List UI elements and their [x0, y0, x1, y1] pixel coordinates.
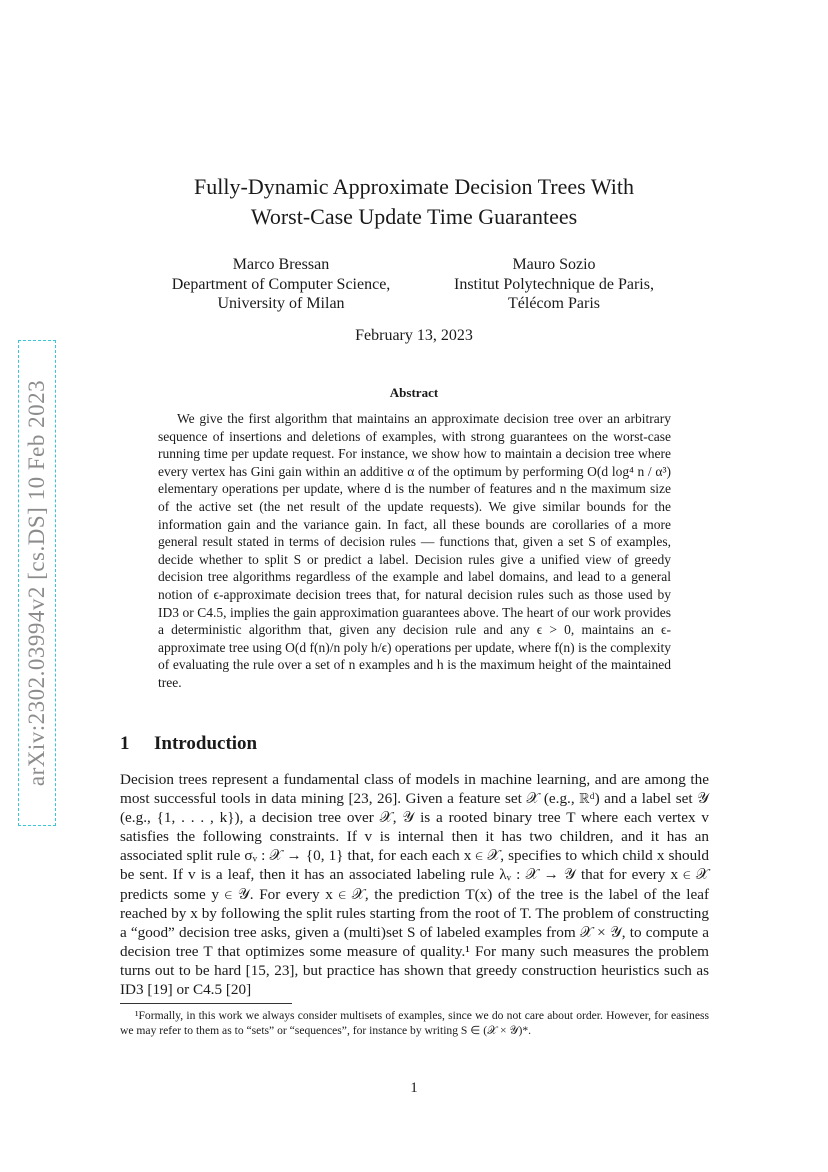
author-1	[150, 255, 412, 314]
author-name: Marco Bressan	[232, 256, 330, 273]
footnote-text: ¹Formally, in this work we always consider multisets of examples, since we do not care about order. However, for easiness we may refer to them as to “sets” or “sequences”, for instance by writing S ∈ (𝒳 × 𝒴)*.	[120, 1009, 709, 1037]
abstract-heading: Abstract	[389, 385, 439, 400]
page-number: 1	[410, 1080, 418, 1096]
section-number: 1	[120, 733, 130, 754]
author-2	[430, 255, 678, 314]
author-affiliation: University of Milan	[217, 295, 345, 312]
abstract-text: We give the first algorithm that maintains an approximate decision tree over an arbitrary sequence of insertions and deletions of examples, with strong guarantees on the worst-case running time per update request. For instance, we show how to maintain a decision tree where every vertex has Gini gain within an additive α of the optimum by performing O(d log⁴ n / α³) elementary operations per update, where d is the number of features and n the maximum size of the active set (the net result of the update requests). We give similar bounds for the information gain and the variance gain. In fact, all these bounds are corollaries of a more general result stated in terms of decision rules — functions that, given a set S of examples, decide whether to split S or predict a label. Decision rules give a unified view of greedy decision tree algorithms regardless of the example and label domains, and lead to a general notion of ϵ-approximate decision trees that, for natural decision rules such as those used by ID3 or C4.5, implies the gain approximation guarantees above. The heart of our work provides a deterministic algorithm that, given any decision rule and any ϵ > 0, maintains an ϵ-approximate tree using O(d f(n)/n poly h/ϵ) operations per update, where f(n) is the complexity of evaluating the rule over a set of n examples and h is the maximum height of the maintained tree.	[158, 411, 671, 690]
author-name: Mauro Sozio	[512, 256, 596, 273]
title-line-2: Worst-Case Update Time Guarantees	[250, 204, 578, 229]
author-affiliation: Télécom Paris	[508, 295, 600, 312]
abstract	[158, 410, 671, 692]
paper-title	[0, 172, 828, 232]
author-affiliation: Department of Computer Science,	[171, 275, 391, 293]
arxiv-stamp	[18, 340, 56, 826]
footnote-rule	[120, 1003, 292, 1004]
paper-date: February 13, 2023	[355, 327, 473, 344]
section-title: Introduction	[154, 733, 258, 754]
author-affiliation: Institut Polytechnique de Paris,	[454, 275, 654, 293]
introduction-body	[120, 770, 709, 999]
intro-paragraph: Decision trees represent a fundamental class of models in machine learning, and are among the most successful tools in data mining [23, 26]. Given a feature set 𝒳 (e.g., ℝᵈ) and a label set 𝒴 (e.g., {1, . . . , k}), a decision tree over 𝒳, 𝒴 is a rooted binary tree T where each vertex v satisfies the following constraints. If v is internal then it has two children, and it has an associated split rule σᵥ : 𝒳 → {0, 1} that, for each each x ∈ 𝒳, specifies to which child x should be sent. If v is a leaf, then it has an associated labeling rule λᵥ : 𝒳 → 𝒴 that for every x ∈ 𝒳 predicts some y ∈ 𝒴. For every x ∈ 𝒳, the prediction T(x) of the tree is the label of the leaf reached by x by following the split rules starting from the root of T. The problem of constructing a “good” decision tree asks, given a (multi)set S of labeled examples from 𝒳 × 𝒴, to compute a decision tree T that optimizes some measure of quality.¹ For many such measures the problem turns out to be hard [15, 23], but practice has shown that greedy construction heuristics such as ID3 [19] or C4.5 [20]	[120, 771, 709, 999]
title-line-1: Fully-Dynamic Approximate Decision Trees With	[194, 174, 634, 199]
section-heading	[120, 733, 257, 755]
arxiv-id: arXiv:2302.03994v2 [cs.DS] 10 Feb 2023	[24, 379, 49, 787]
footnote	[120, 1008, 709, 1038]
